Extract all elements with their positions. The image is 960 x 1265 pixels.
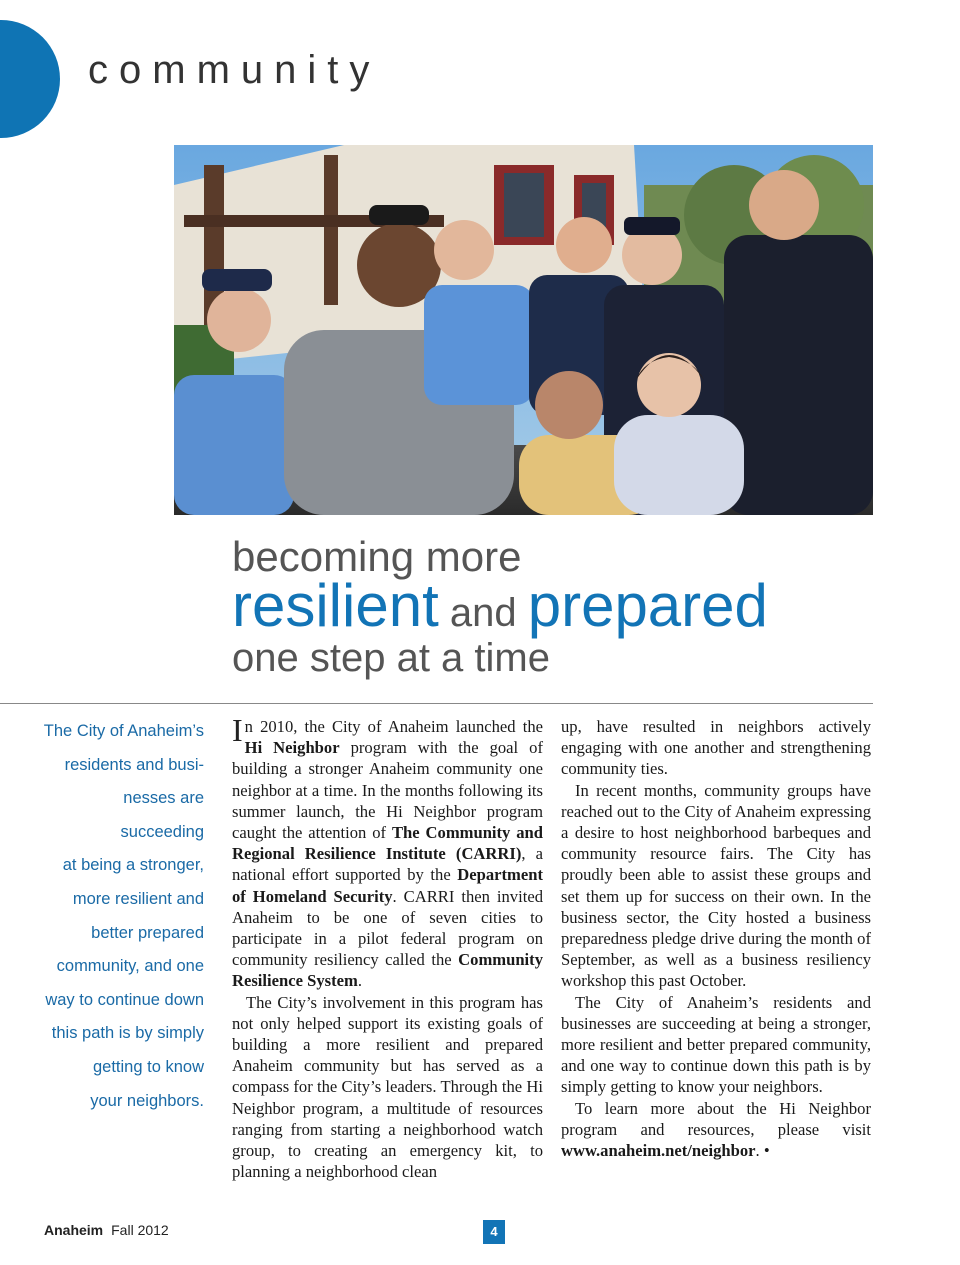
pull-quote	[40, 715, 204, 1118]
pull-quote-line: The City of Anaheim’s	[43, 722, 204, 740]
footer-brand	[44, 1222, 169, 1238]
neighbor-link[interactable]: www.anaheim.net/neighbor	[561, 1141, 756, 1161]
drop-cap: I	[232, 712, 243, 748]
pull-quote-line: your neighbors.	[90, 1091, 204, 1110]
headline-line-1: becoming more	[232, 533, 522, 580]
pull-quote-line: getting to know	[93, 1057, 204, 1076]
body-text: n 2010, the City of Anaheim launched the	[244, 717, 543, 736]
pull-quote-line: residents and busi-	[64, 755, 204, 774]
pull-quote-line: this path is by simply	[51, 1024, 204, 1043]
section-label: community	[88, 48, 381, 92]
body-text: . CARRI then invited Anaheim to be one of seven cities to participate in a pilot federal program on community resiliency called the	[232, 886, 543, 970]
body-text: , a national effort supported by the	[232, 844, 543, 885]
headline	[232, 533, 768, 680]
page-number: 4	[483, 1220, 505, 1244]
group-photo	[174, 145, 873, 515]
body-text: program with the goal of building a stronger Anaheim community one neighbor at a time. In the months following its summer launch, the Hi Neighbor program caught the attention of	[232, 738, 543, 843]
pull-quote-line: nesses are succeeding	[120, 789, 204, 841]
headline-line-2	[232, 572, 768, 639]
pull-quote-line: way to continue down	[45, 990, 204, 1009]
headline-and: and	[438, 591, 528, 635]
headline-prepared: prepared	[527, 572, 768, 639]
body-text: .	[357, 971, 362, 991]
body-paragraph-5	[561, 1098, 871, 1162]
headline-line-3: one step at a time	[232, 636, 550, 680]
body-paragraph-2-continued: up, have resulted in neighbors actively engaging with one another and strengthening community ties.	[561, 717, 871, 779]
pull-quote-line: better prepared	[91, 923, 204, 942]
pull-quote-line: community, and one	[56, 957, 204, 976]
headline-resilient: resilient	[232, 572, 439, 639]
carri-name: The Community and Regional Resilience Institute (CARRI)	[232, 823, 544, 864]
pull-quote-line: more resilient and	[72, 889, 204, 908]
body-column-1	[232, 712, 544, 1182]
divider-rule	[0, 703, 873, 704]
body-text: To learn more about the Hi Neighbor program and resources, please visit	[561, 1098, 871, 1139]
program-name: Hi Neighbor	[244, 738, 340, 758]
body-paragraph-4: The City of Anaheim’s residents and businesses are succeeding at being a stronger, more resilient and better prepared community, and one way to continue down this path is by simply getting to know your neighbors.	[561, 992, 871, 1097]
issue-date: Fall 2012	[111, 1222, 169, 1238]
body-text: . •	[755, 1141, 770, 1161]
crs-name: Community Resilience System	[232, 950, 543, 991]
dhs-name: Department of Homeland Security	[232, 865, 543, 906]
section-tab-circle	[0, 20, 60, 138]
magazine-name: Anaheim	[44, 1222, 104, 1238]
pull-quote-line: at being a stronger,	[62, 856, 204, 875]
body-paragraph-2: The City’s involvement in this program has not only helped support its existing goals of building a more resilient and prepared Anaheim community but has served as a compass for the City’s leaders. Through the Hi Neighbor program, a multitude of resources ranging from starting a neighborhood watch group, to creating an emergency kit, to planning a neighborhood clean	[232, 992, 543, 1182]
body-column-2	[561, 716, 871, 1161]
body-paragraph-1	[232, 712, 544, 992]
body-paragraph-3: In recent months, community groups have reached out to the City of Anaheim expressing a desire to host neighborhood barbeques and community resource fairs. The City has proudly been able to assist these groups and set them up for success on their own. In the business sector, the City hosted a business preparedness pledge drive during the month of September, as well as a business resiliency workshop this past October.	[561, 780, 871, 991]
